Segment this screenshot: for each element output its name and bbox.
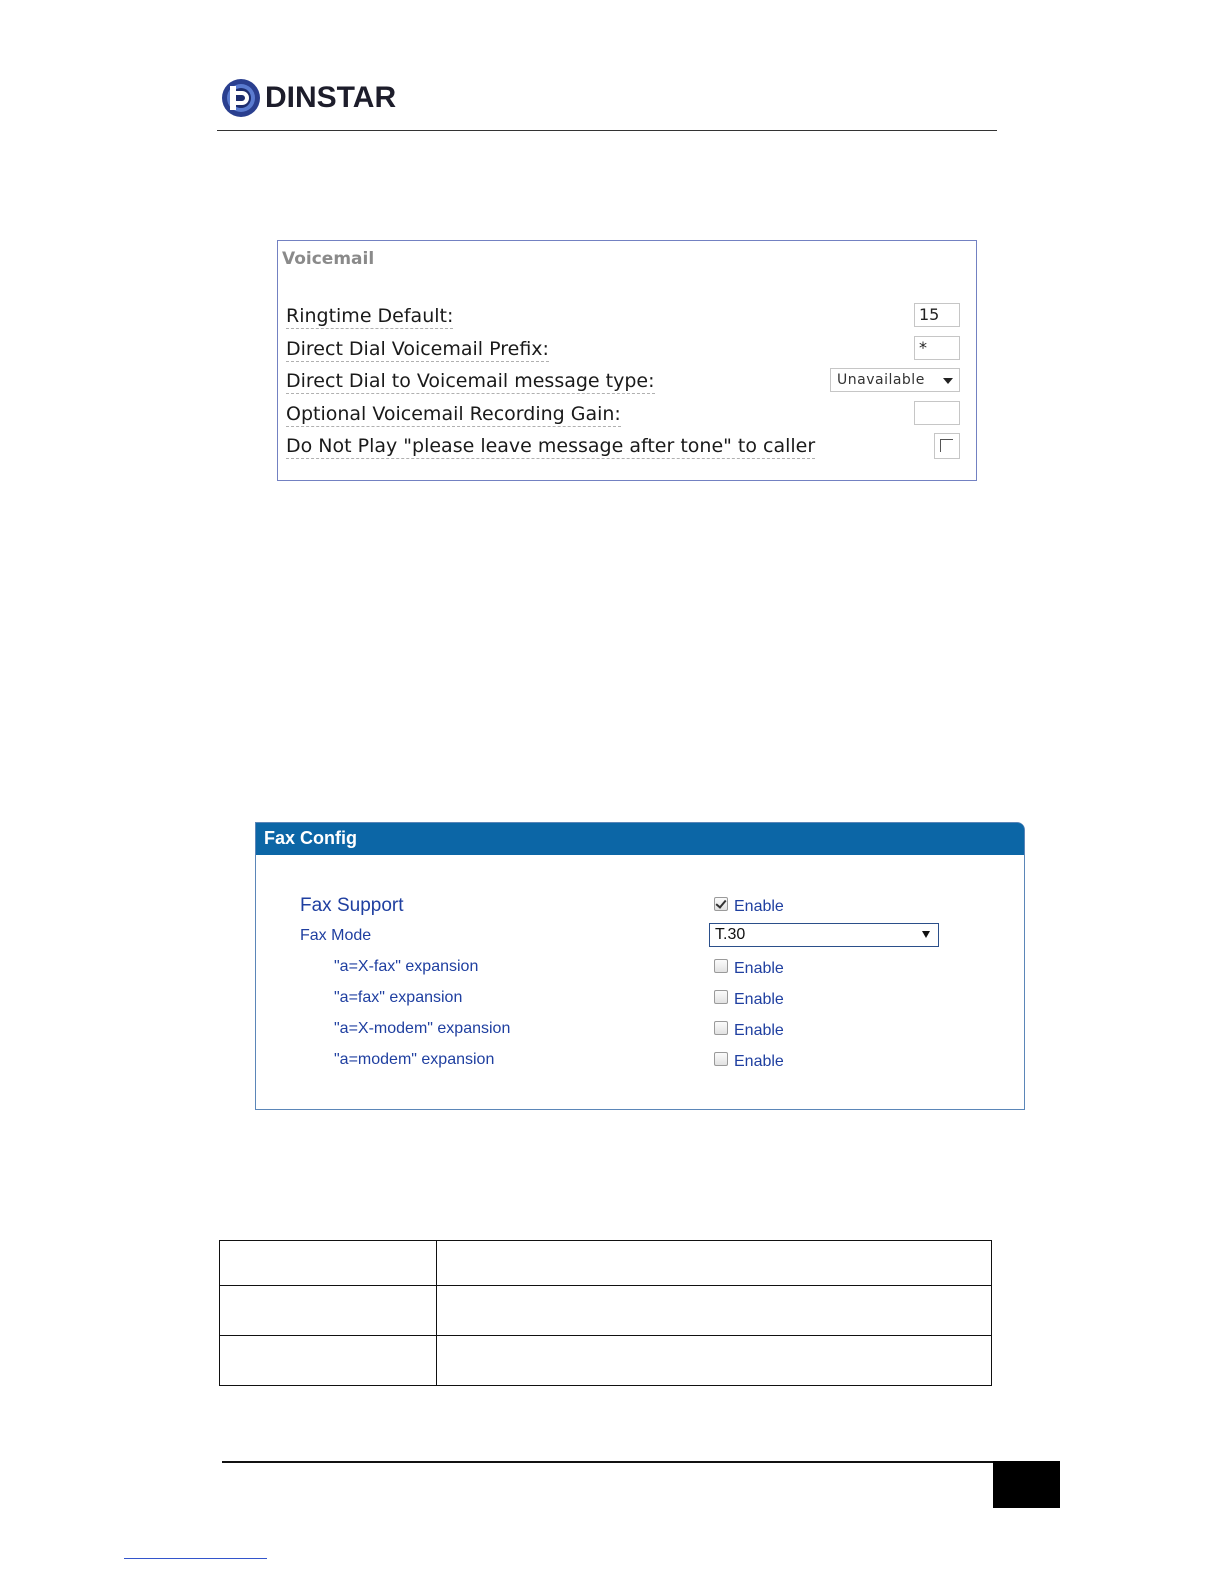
fax-mode-value: T.30 xyxy=(715,926,746,943)
x-modem-expansion-checkbox[interactable] xyxy=(714,1021,728,1035)
table-cell xyxy=(437,1241,992,1286)
page-number-box xyxy=(993,1461,1060,1508)
fax-mode-label: Fax Mode xyxy=(300,927,372,944)
direct-dial-prefix-row xyxy=(286,336,960,366)
recording-gain-input[interactable] xyxy=(914,401,960,425)
direct-dial-prefix-input[interactable]: * xyxy=(914,336,960,360)
header-divider xyxy=(217,130,997,131)
modem-expansion-label: "a=modem" expansion xyxy=(334,1051,495,1068)
message-type-label: Direct Dial to Voicemail message type: xyxy=(286,370,655,392)
modem-enable-label: Enable xyxy=(734,1053,784,1070)
dinstar-logo xyxy=(221,78,396,118)
parameter-table xyxy=(219,1240,992,1386)
table-row xyxy=(220,1241,992,1286)
recording-gain-label: Optional Voicemail Recording Gain: xyxy=(286,403,621,425)
ringtime-default-label: Ringtime Default: xyxy=(286,305,454,327)
table-cell xyxy=(220,1241,437,1286)
table-cell xyxy=(437,1336,992,1386)
voicemail-title: Voicemail xyxy=(282,249,375,269)
x-fax-enable-label: Enable xyxy=(734,960,784,977)
x-modem-expansion-label: "a=X-modem" expansion xyxy=(334,1020,511,1037)
do-not-play-row xyxy=(286,433,960,463)
dinstar-logo-icon xyxy=(221,78,261,118)
ringtime-default-row xyxy=(286,303,960,333)
modem-expansion-checkbox[interactable] xyxy=(714,1052,728,1066)
message-type-select[interactable] xyxy=(830,368,960,392)
table-cell xyxy=(437,1286,992,1336)
fax-support-checkbox[interactable] xyxy=(714,897,728,911)
table-cell xyxy=(220,1286,437,1336)
chevron-down-icon xyxy=(943,378,953,384)
checkbox-box-icon xyxy=(940,439,953,452)
x-fax-expansion-checkbox[interactable] xyxy=(714,959,728,973)
do-not-play-checkbox[interactable] xyxy=(934,433,960,459)
fax-config-title: Fax Config xyxy=(264,828,357,848)
ringtime-default-input[interactable]: 15 xyxy=(914,303,960,327)
table-row xyxy=(220,1286,992,1336)
fax-enable-label: Enable xyxy=(734,991,784,1008)
do-not-play-label: Do Not Play "please leave message after tone" to caller xyxy=(286,435,816,457)
fax-expansion-label: "a=fax" expansion xyxy=(334,989,463,1006)
footer-link-underline[interactable] xyxy=(124,1558,267,1559)
x-modem-enable-label: Enable xyxy=(734,1022,784,1039)
message-type-value: Unavailable xyxy=(837,372,925,388)
fax-expansion-checkbox[interactable] xyxy=(714,990,728,1004)
x-fax-expansion-label: "a=X-fax" expansion xyxy=(334,958,479,975)
fax-config-panel xyxy=(255,822,1025,1110)
recording-gain-row xyxy=(286,401,960,431)
fax-support-label: Fax Support xyxy=(300,895,404,916)
fax-support-enable-label: Enable xyxy=(734,898,784,915)
message-type-row xyxy=(286,368,960,398)
table-cell xyxy=(220,1336,437,1386)
fax-config-header xyxy=(256,823,1024,855)
brand-name: DINSTAR xyxy=(265,81,397,114)
footer-divider xyxy=(222,1461,1060,1463)
fax-mode-select[interactable] xyxy=(709,923,939,947)
chevron-down-icon xyxy=(922,931,930,938)
voicemail-panel xyxy=(277,240,977,481)
direct-dial-prefix-label: Direct Dial Voicemail Prefix: xyxy=(286,338,549,360)
table-row xyxy=(220,1336,992,1386)
